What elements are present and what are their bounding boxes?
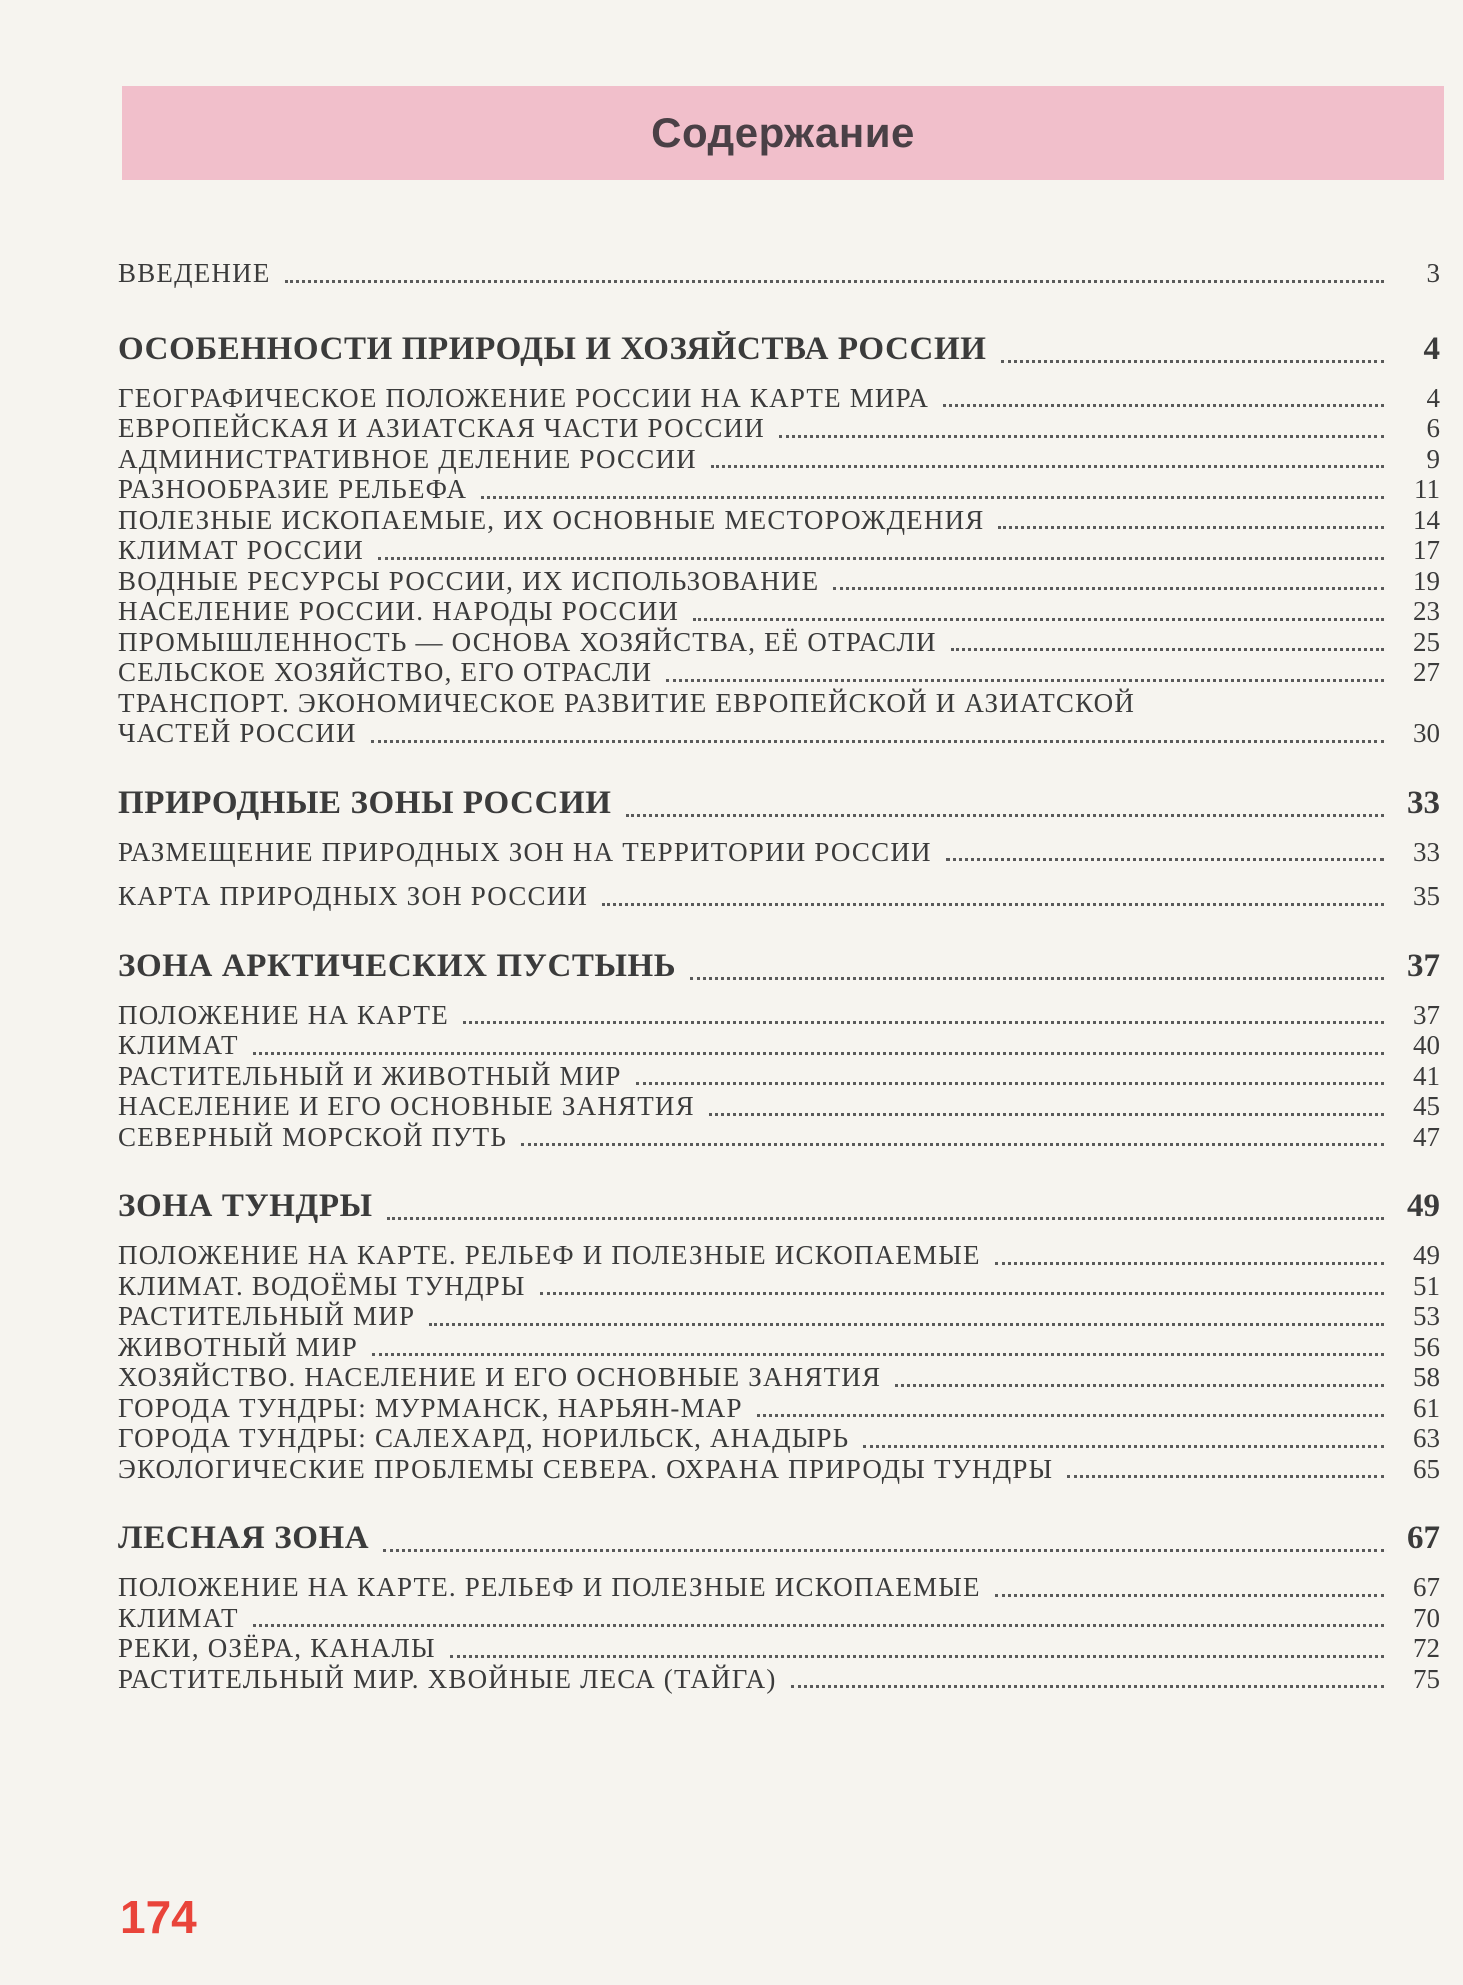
dot-leader [372, 1353, 1384, 1356]
toc-entry[interactable] [118, 1122, 1440, 1153]
entry-label: ГОРОДА ТУНДРЫ: МУРМАНСК, НАРЬЯН-МАР [118, 1392, 743, 1423]
entry-label: ЕВРОПЕЙСКАЯ И АЗИАТСКАЯ ЧАСТИ РОССИИ [118, 413, 765, 443]
toc-entry[interactable] [118, 1091, 1440, 1122]
entry-page: 11 [1414, 474, 1440, 504]
dot-leader [285, 280, 1384, 283]
entry-page: 4 [1426, 382, 1440, 413]
toc-entry[interactable] [118, 1301, 1440, 1332]
entry-label: НАСЕЛЕНИЕ И ЕГО ОСНОВНЫЕ ЗАНЯТИЯ [118, 1091, 695, 1121]
entry-page: 58 [1413, 1362, 1440, 1392]
entry-page: 30 [1413, 718, 1440, 748]
entry-label: ХОЗЯЙСТВО. НАСЕЛЕНИЕ И ЕГО ОСНОВНЫЕ ЗАНЯТИЯ [118, 1362, 882, 1392]
toc-entry[interactable] [118, 1423, 1440, 1454]
entry-page: 65 [1413, 1453, 1440, 1484]
toc-entry[interactable] [118, 1603, 1440, 1634]
dot-leader [666, 679, 1384, 682]
dot-leader [863, 1445, 1384, 1448]
entry-page: 49 [1413, 1240, 1440, 1270]
entry-page: 6 [1426, 413, 1440, 443]
section-page: 37 [1407, 947, 1440, 984]
toc-entry[interactable] [118, 535, 1440, 566]
entry-label: РАСТИТЕЛЬНЫЙ И ЖИВОТНЫЙ МИР [118, 1060, 622, 1091]
entry-page: 56 [1413, 1331, 1440, 1362]
section-page: 33 [1407, 784, 1440, 821]
entry-label: РАЗМЕЩЕНИЕ ПРИРОДНЫХ ЗОН НА ТЕРРИТОРИИ РОССИИ [118, 836, 932, 867]
dot-leader [709, 1113, 1384, 1116]
toc-entry[interactable] [118, 1000, 1440, 1031]
toc-section-features[interactable] [118, 329, 1440, 369]
entry-label: РЕКИ, ОЗЁРА, КАНАЛЫ [118, 1633, 436, 1663]
entry-label: ПОЛОЖЕНИЕ НА КАРТЕ. РЕЛЬЕФ И ПОЛЕЗНЫЕ ИСКОПАЕМЫЕ [118, 1572, 981, 1602]
toc-entry[interactable] [118, 1332, 1440, 1363]
entry-page: 35 [1413, 881, 1440, 911]
dot-leader [951, 648, 1384, 651]
entry-label: СЕВЕРНЫЙ МОРСКОЙ ПУТЬ [118, 1121, 508, 1152]
entry-label: РАСТИТЕЛЬНЫЙ МИР [118, 1301, 416, 1331]
section-label: ЗОНА ТУНДРЫ [118, 1188, 373, 1224]
dot-leader [995, 1594, 1384, 1597]
toc-entry[interactable] [118, 1030, 1440, 1061]
toc-section-tundra[interactable] [118, 1186, 1440, 1226]
dot-leader [450, 1655, 1384, 1658]
entry-label: ПОЛОЖЕНИЕ НА КАРТЕ. РЕЛЬЕФ И ПОЛЕЗНЫЕ ИСКОПАЕМЫЕ [118, 1240, 981, 1270]
dot-leader [757, 1414, 1384, 1417]
entry-label: ГОРОДА ТУНДРЫ: САЛЕХАРД, НОРИЛЬСК, АНАДЫРЬ [118, 1423, 850, 1453]
toc-section-natural-zones[interactable] [118, 783, 1440, 823]
section-page: 49 [1407, 1188, 1440, 1224]
dot-leader [253, 1052, 1384, 1055]
entry-label: ГЕОГРАФИЧЕСКОЕ ПОЛОЖЕНИЕ РОССИИ НА КАРТЕ МИРА [118, 382, 930, 413]
toc-entry[interactable] [118, 837, 1440, 868]
title-banner [122, 86, 1444, 180]
entry-page: 45 [1413, 1091, 1440, 1121]
entry-label: ПРОМЫШЛЕННОСТЬ — ОСНОВА ХОЗЯЙСТВА, ЕЁ ОТРАСЛИ [118, 626, 937, 657]
page-title: Содержание [651, 109, 915, 156]
entry-label-continued: ЧАСТЕЙ РОССИИ [118, 718, 357, 748]
entry-label: ВВЕДЕНИЕ [118, 258, 271, 288]
toc-entry[interactable] [118, 1271, 1440, 1302]
toc-entry[interactable] [118, 1061, 1440, 1092]
toc-entry[interactable] [118, 505, 1440, 536]
dot-leader [383, 1549, 1384, 1552]
entry-page: 33 [1413, 836, 1440, 867]
toc-entry[interactable] [118, 881, 1440, 912]
entry-page: 63 [1413, 1423, 1440, 1453]
toc-entry-line2[interactable] [118, 718, 1440, 749]
table-of-contents [118, 258, 1440, 1694]
toc-section-forest[interactable] [118, 1518, 1440, 1558]
dot-leader [791, 1685, 1384, 1688]
entry-page: 70 [1413, 1602, 1440, 1633]
dot-leader [463, 1021, 1384, 1024]
dot-leader [387, 1217, 1384, 1220]
dot-leader [693, 618, 1384, 621]
page-number: 174 [120, 1891, 197, 1943]
toc-entry[interactable] [118, 627, 1440, 658]
dot-leader [946, 858, 1384, 861]
entry-label: НАСЕЛЕНИЕ РОССИИ. НАРОДЫ РОССИИ [118, 596, 680, 626]
entry-label: КЛИМАТ [118, 1602, 239, 1633]
section-label: ЗОНА АРКТИЧЕСКИХ ПУСТЫНЬ [118, 947, 677, 984]
entry-page: 47 [1413, 1121, 1440, 1152]
toc-entry[interactable] [118, 1633, 1440, 1664]
toc-entry[interactable] [118, 566, 1440, 597]
dot-leader [636, 1082, 1384, 1085]
entry-label: КЛИМАТ [118, 1030, 239, 1060]
toc-entry[interactable] [118, 657, 1440, 688]
toc-entry[interactable] [118, 1240, 1440, 1271]
entry-label: ТРАНСПОРТ. ЭКОНОМИЧЕСКОЕ РАЗВИТИЕ ЕВРОПЕЙСКОЙ И АЗИАТСКОЙ [118, 687, 1136, 718]
dot-leader [429, 1323, 1384, 1326]
dot-leader [998, 526, 1384, 529]
entry-label: ВОДНЫЕ РЕСУРСЫ РОССИИ, ИХ ИСПОЛЬЗОВАНИЕ [118, 565, 820, 596]
entry-label: СЕЛЬСКОЕ ХОЗЯЙСТВО, ЕГО ОТРАСЛИ [118, 657, 653, 687]
dot-leader [779, 435, 1384, 438]
entry-page: 75 [1413, 1663, 1440, 1694]
dot-leader [943, 404, 1384, 407]
toc-entry[interactable] [118, 1362, 1440, 1393]
dot-leader [1067, 1475, 1384, 1478]
entry-page: 9 [1426, 443, 1440, 474]
entry-label: РАЗНООБРАЗИЕ РЕЛЬЕФА [118, 474, 468, 504]
toc-entry-intro[interactable] [118, 258, 1440, 289]
entry-page: 3 [1426, 258, 1440, 288]
dot-leader [253, 1624, 1384, 1627]
toc-entry[interactable] [118, 383, 1440, 414]
entry-page: 51 [1413, 1270, 1440, 1301]
entry-label: КЛИМАТ РОССИИ [118, 535, 364, 565]
section-label: ОСОБЕННОСТИ ПРИРОДЫ И ХОЗЯЙСТВА РОССИИ [118, 330, 987, 367]
section-page: 4 [1423, 330, 1440, 367]
entry-label: ПОЛЕЗНЫЕ ИСКОПАЕМЫЕ, ИХ ОСНОВНЫЕ МЕСТОРОЖДЕНИЯ [118, 504, 985, 535]
section-page: 67 [1407, 1520, 1440, 1556]
entry-label: КЛИМАТ. ВОДОЁМЫ ТУНДРЫ [118, 1270, 526, 1301]
toc-entry[interactable] [118, 1664, 1440, 1695]
entry-label: ПОЛОЖЕНИЕ НА КАРТЕ [118, 999, 449, 1030]
entry-page: 37 [1413, 999, 1440, 1030]
entry-page: 14 [1413, 504, 1440, 535]
dot-leader [690, 977, 1384, 980]
dot-leader [626, 814, 1384, 817]
entry-label: ЭКОЛОГИЧЕСКИЕ ПРОБЛЕМЫ СЕВЕРА. ОХРАНА ПРИРОДЫ ТУНДРЫ [118, 1453, 1054, 1484]
toc-entry[interactable] [118, 474, 1440, 505]
entry-page: 53 [1413, 1301, 1440, 1331]
entry-label: КАРТА ПРИРОДНЫХ ЗОН РОССИИ [118, 881, 589, 911]
dot-leader [481, 496, 1384, 499]
dot-leader [833, 587, 1384, 590]
dot-leader [895, 1384, 1384, 1387]
entry-label: ЖИВОТНЫЙ МИР [118, 1331, 358, 1362]
entry-label: РАСТИТЕЛЬНЫЙ МИР. ХВОЙНЫЕ ЛЕСА (ТАЙГА) [118, 1663, 777, 1694]
toc-entry[interactable] [118, 596, 1440, 627]
toc-entry[interactable] [118, 1572, 1440, 1603]
dot-leader [540, 1292, 1384, 1295]
toc-entry[interactable] [118, 413, 1440, 444]
entry-page: 40 [1413, 1030, 1440, 1060]
dot-leader [1001, 360, 1384, 363]
toc-section-arctic-deserts[interactable] [118, 946, 1440, 986]
dot-leader [371, 740, 1384, 743]
entry-label: АДМИНИСТРАТИВНОЕ ДЕЛЕНИЕ РОССИИ [118, 443, 697, 474]
dot-leader [378, 557, 1384, 560]
entry-page: 67 [1413, 1572, 1440, 1602]
dot-leader [602, 903, 1384, 906]
entry-page: 41 [1413, 1060, 1440, 1091]
dot-leader [521, 1143, 1384, 1146]
dot-leader [711, 465, 1384, 468]
toc-entry[interactable] [118, 444, 1440, 475]
entry-page: 61 [1413, 1392, 1440, 1423]
section-label: ЛЕСНАЯ ЗОНА [118, 1520, 370, 1556]
dot-leader [995, 1262, 1384, 1265]
toc-entry[interactable] [118, 1393, 1440, 1424]
toc-entry-line1[interactable] [118, 688, 1440, 719]
entry-page: 27 [1413, 657, 1440, 687]
toc-entry[interactable] [118, 1454, 1440, 1485]
entry-page: 17 [1413, 535, 1440, 565]
section-label: ПРИРОДНЫЕ ЗОНЫ РОССИИ [118, 784, 612, 821]
entry-page: 19 [1413, 565, 1440, 596]
entry-page: 25 [1413, 626, 1440, 657]
entry-page: 72 [1413, 1633, 1440, 1663]
entry-page: 23 [1413, 596, 1440, 626]
